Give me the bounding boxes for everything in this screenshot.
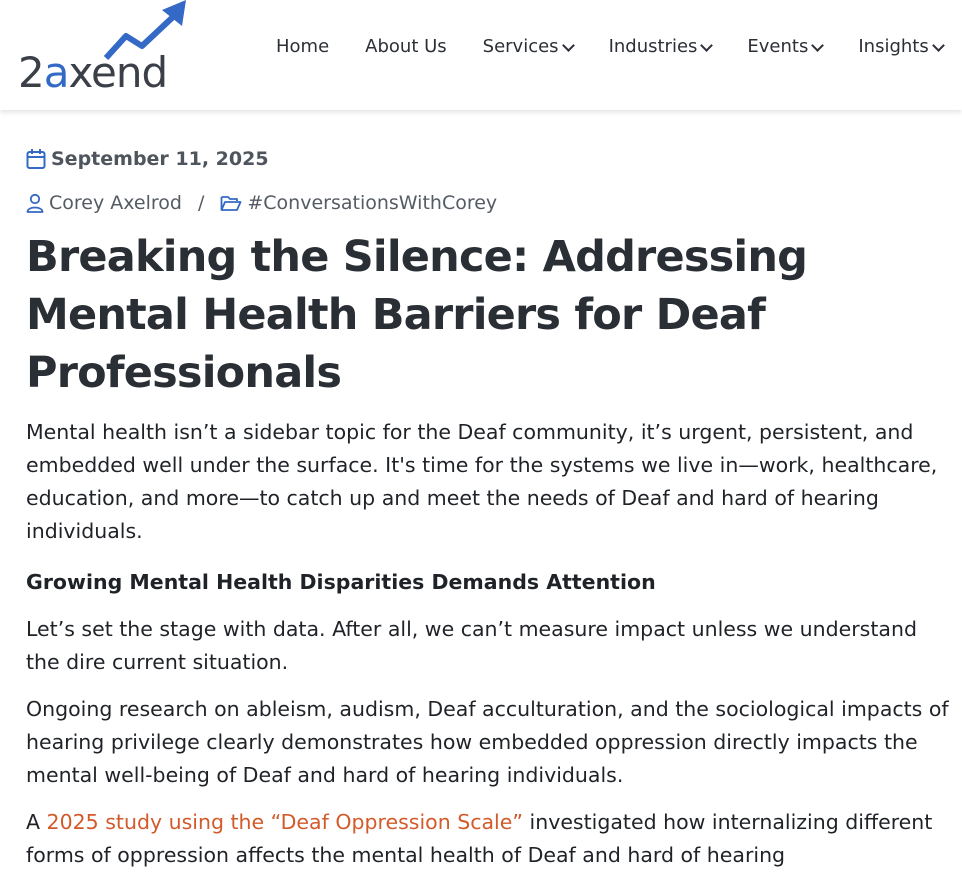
study-link[interactable]: 2025 study using the “Deaf Oppression Scale” xyxy=(46,810,523,834)
intro-paragraph: Mental health isn’t a sidebar topic for the Deaf community, it’s urgent, persistent, and embedded well under the surface. It's time for the systems we live in—work, healthcare, education, and more—to catch up and meet the needs of Deaf and hard of hearing individuals. xyxy=(26,420,938,543)
article xyxy=(26,140,956,872)
paragraph: Ongoing research on ableism, audism, Deaf acculturation, and the sociological impacts of hearing privilege clearly demonstrates how embedded oppression directly impacts the mental well-being of Deaf and hard of hearing individuals. xyxy=(26,697,949,787)
nav-industries-label: Industries xyxy=(608,36,698,57)
nav-about-us-label: About Us xyxy=(365,36,447,57)
site-logo[interactable] xyxy=(14,0,194,104)
nav-services[interactable] xyxy=(483,36,573,57)
chevron-down-icon xyxy=(562,39,575,52)
paragraph-text: A xyxy=(26,810,47,834)
nav-services-label: Services xyxy=(482,36,559,57)
post-date-text: September 11, 2025 xyxy=(51,148,269,170)
nav-home-label: Home xyxy=(276,36,330,57)
chevron-down-icon xyxy=(932,39,945,52)
meta-separator: / xyxy=(197,192,205,214)
post-date xyxy=(26,140,956,178)
nav-industries[interactable] xyxy=(609,36,712,57)
nav-insights-label: Insights xyxy=(858,36,929,57)
category-link[interactable]: #ConversationsWithCorey xyxy=(247,192,498,214)
chevron-down-icon xyxy=(701,39,714,52)
nav-events[interactable] xyxy=(747,36,822,57)
paragraph-text: investigated how internalizing different forms of oppression affects the mental health of Deaf and hard of hearing xyxy=(26,810,933,867)
site-header xyxy=(0,0,962,110)
nav-home[interactable] xyxy=(276,36,329,57)
post-meta xyxy=(26,184,956,222)
paragraph: Let’s set the stage with data. After all, we can’t measure impact unless we understand the dire current situation. xyxy=(26,617,917,674)
nav-about-us[interactable] xyxy=(365,36,447,57)
section-heading: Growing Mental Health Disparities Demands Attention xyxy=(26,570,656,594)
main-nav xyxy=(276,36,962,57)
nav-events-label: Events xyxy=(747,36,809,57)
nav-insights[interactable] xyxy=(858,36,942,57)
user-icon xyxy=(26,193,44,213)
paragraph-with-link xyxy=(26,806,956,872)
folder-open-icon xyxy=(220,194,242,212)
author-link[interactable]: Corey Axelrod xyxy=(49,192,182,214)
logo-wordmark: 2axend xyxy=(18,48,168,97)
calendar-icon xyxy=(26,148,46,170)
post-title: Breaking the Silence: Addressing Mental Health Barriers for Deaf Professionals xyxy=(26,232,808,398)
chevron-down-icon xyxy=(811,39,824,52)
